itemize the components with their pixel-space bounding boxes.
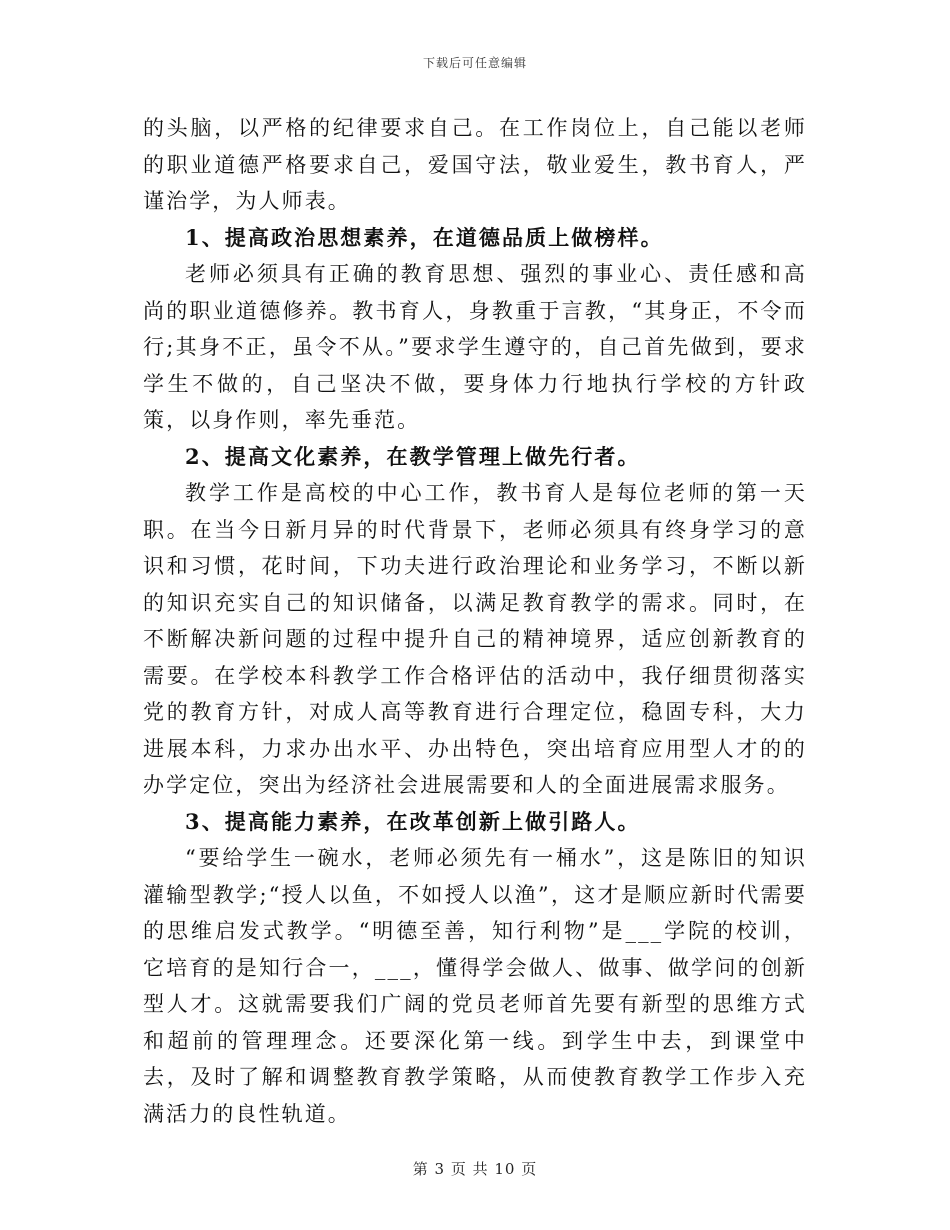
section-heading-3: 3、提高能力素养，在改革创新上做引路人。 (185, 808, 641, 834)
section-heading-1: 1、提高政治思想素养，在道德品质上做榜样。 (185, 224, 664, 250)
paragraph-1: 老师必须具有正确的教育思想、强烈的事业心、责任感和高尚的职业道德修养。教书育人，身教重于言教，“其身正，不令而行;其身不正，虽令不从。”要求学生遵守的，自己首先做到，要求学生不做的，自己坚决不做，要身体力行地执行学校的方针政策，以身作则，率先垂范。 (143, 262, 807, 432)
paragraph-continued: 的头脑，以严格的纪律要求自己。在工作岗位上，自己能以老师的职业道德严格要求自己，爱国守法，敬业爱生，教书育人，严谨治学，为人师表。 (143, 116, 807, 213)
document-body (143, 110, 807, 1132)
section-heading-2: 2、提高文化素养，在教学管理上做先行者。 (185, 443, 641, 469)
page-number: 第 3 页 共 10 页 (412, 1160, 538, 1178)
paragraph-3: “要给学生一碗水，老师必须先有一桶水”，这是陈旧的知识灌输型教学;“授人以鱼，不如授人以渔”，这才是顺应新时代需要的思维启发式教学。“明德至善，知行利物”是___学院的校训，它培育的是知行合一，___，懂得学会做人、做事、做学问的创新型人才。这就需要我们广阔的党员老师首先要有新型的思维方式和超前的管理理念。还要深化第一线。到学生中去，到课堂中去，及时了解和调整教育教学策略，从而使教育教学工作步入充满活力的良性轨道。 (143, 846, 807, 1126)
page-header: 下载后可任意编辑 (422, 56, 527, 70)
paragraph-2: 教学工作是高校的中心工作，教书育人是每位老师的第一天职。在当今日新月异的时代背景下，老师必须具有终身学习的意识和习惯，花时间，下功夫进行政治理论和业务学习，不断以新的知识充实自己的知识储备，以满足教育教学的需求。同时，在不断解决新问题的过程中提升自己的精神境界，适应创新教育的需要。在学校本科教学工作合格评估的活动中，我仔细贯彻落实党的教育方针，对成人高等教育进行合理定位，稳固专科，大力进展本科，力求办出水平、办出特色，突出培育应用型人才的的办学定位，突出为经济社会进展需要和人的全面进展需求服务。 (143, 481, 807, 797)
